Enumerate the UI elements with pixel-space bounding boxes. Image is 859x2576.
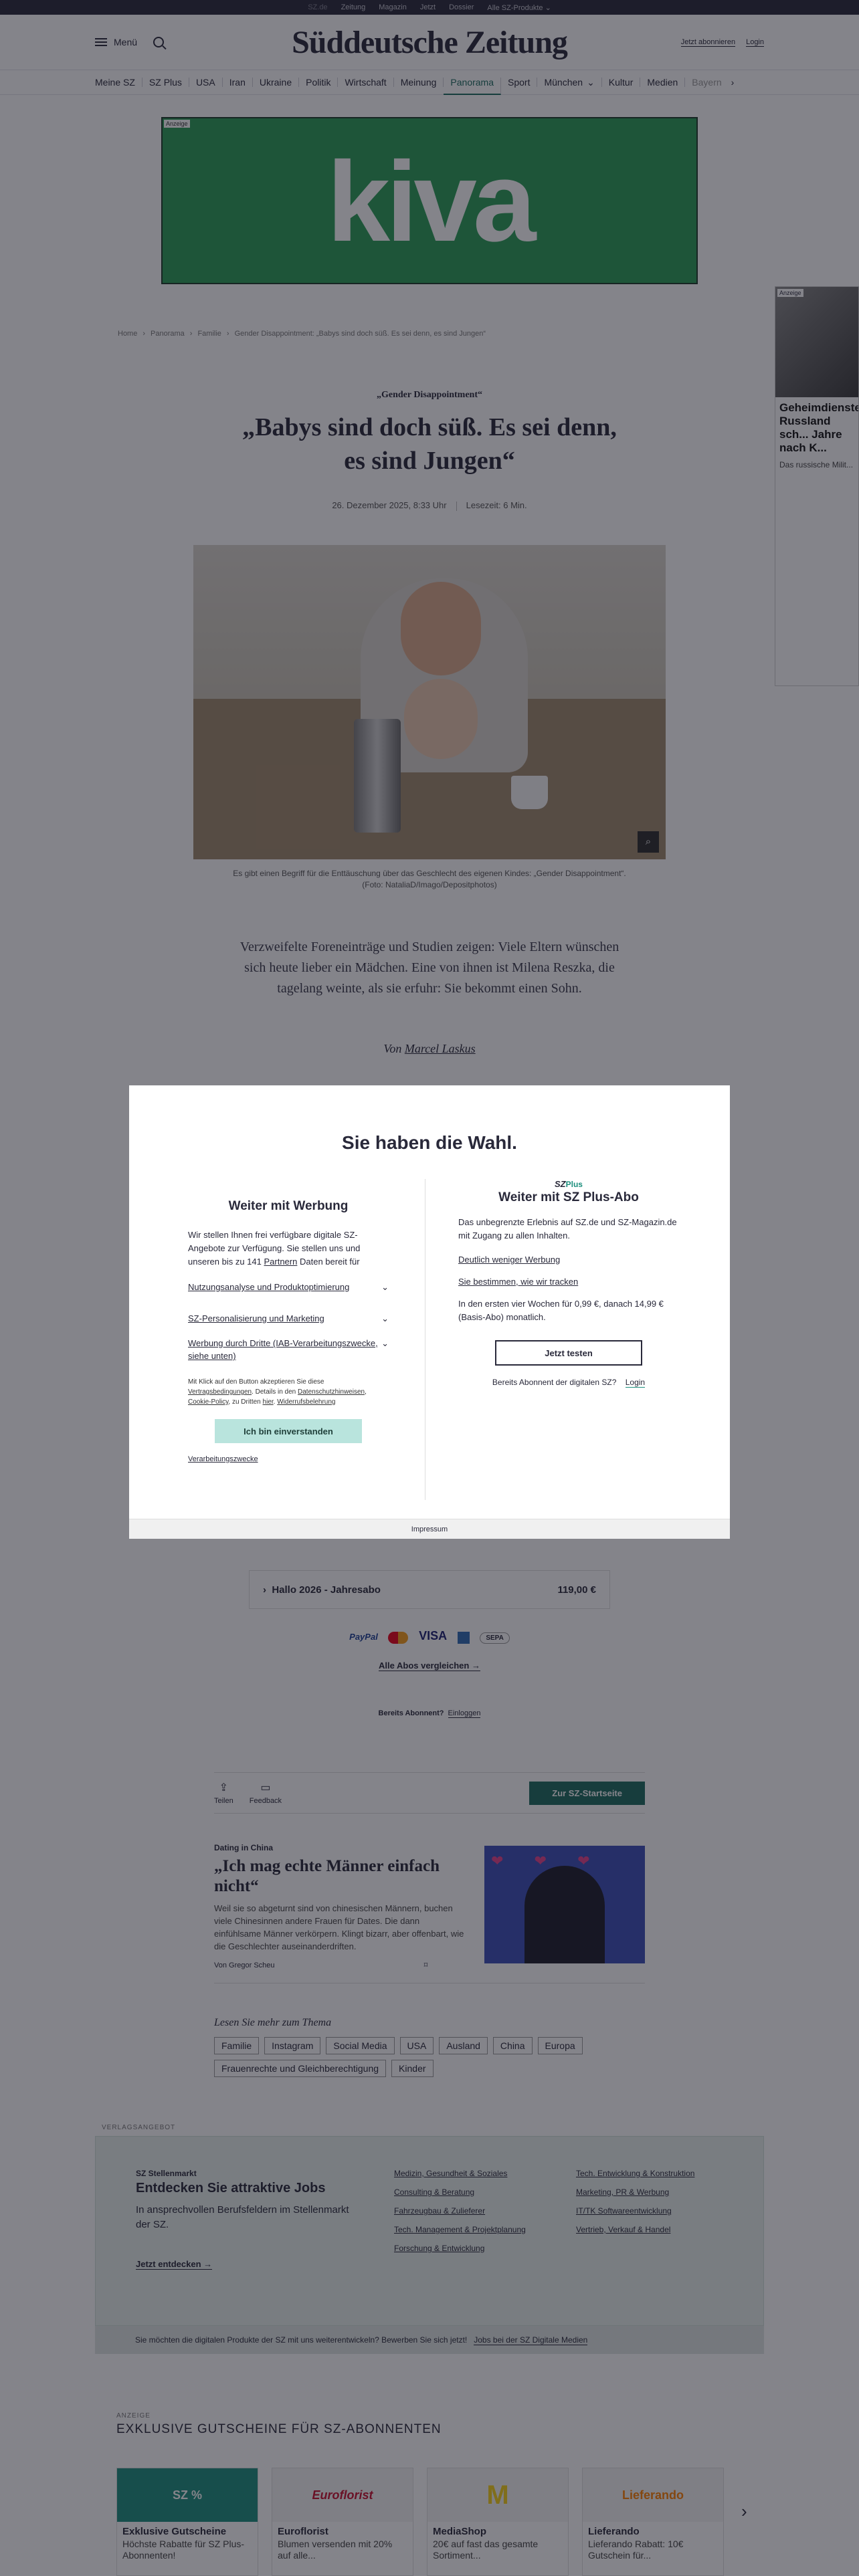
consent-login-row: [458, 1378, 679, 1387]
consent-left-text-b: Daten bereit für: [299, 1257, 360, 1267]
accordion-analytics-label: Nutzungsanalyse und Produktoptimierung: [188, 1282, 350, 1292]
consent-plus-option: [458, 1179, 679, 1387]
legal-text-part: .: [273, 1398, 276, 1406]
consent-legal-text: [188, 1377, 389, 1407]
consent-title: Sie haben die Wahl.: [342, 1132, 517, 1153]
legal-text-part: . Details in den: [252, 1388, 296, 1396]
consent-left-heading: Weiter mit Werbung: [228, 1199, 349, 1213]
tracking-choice-link[interactable]: Sie bestimmen, wie wir tracken: [458, 1277, 579, 1287]
accept-button[interactable]: Ich bin einverstanden: [215, 1419, 362, 1443]
accordion-analytics[interactable]: [188, 1281, 389, 1293]
price-text: In den ersten vier Wochen für 0,99 €, danach 14,99 € (Basis-Abo) monatlich.: [458, 1299, 664, 1322]
consent-ad-option: [188, 1199, 389, 1463]
third-party-link[interactable]: hier: [262, 1398, 274, 1406]
accordion-personalization[interactable]: [188, 1312, 389, 1325]
revocation-link[interactable]: Widerrufsbelehrung: [277, 1398, 336, 1406]
partners-link[interactable]: Partnern: [264, 1257, 298, 1267]
purposes-link[interactable]: Verarbeitungszwecke: [188, 1455, 258, 1463]
privacy-link[interactable]: Datenschutzhinweisen: [298, 1388, 365, 1396]
accordion-third-party[interactable]: [188, 1337, 389, 1362]
consent-right-heading: Weiter mit SZ Plus-Abo: [498, 1190, 639, 1204]
chevron-down-icon: ⌄: [381, 1313, 389, 1323]
sz-plus-word: Plus: [565, 1180, 583, 1189]
consent-left-text-a: Wir stellen Ihnen frei verfügbare digitale SZ-Angebote zur Verfügung. Sie stellen uns und unseren bis zu 141: [188, 1230, 361, 1267]
impressum-link[interactable]: Impressum: [129, 1519, 730, 1539]
accordion-third-party-label: Werbung durch Dritte (IAB-Verarbeitungszwecke, siehe unten): [188, 1338, 378, 1361]
less-ads-link[interactable]: Deutlich weniger Werbung: [458, 1255, 561, 1265]
legal-text-part: , zu Dritten: [228, 1398, 261, 1406]
consent-right-text: Das unbegrenzte Erlebnis auf SZ.de und SZ-Magazin.de mit Zugang zu allen Inhalten.: [458, 1217, 677, 1241]
sz-plus-logo: [458, 1179, 679, 1189]
chevron-down-icon: ⌄: [381, 1338, 389, 1348]
legal-text-part: ,: [365, 1388, 367, 1396]
consent-already-text: Bereits Abonnent der digitalen SZ?: [492, 1378, 617, 1387]
legal-text-part: Mit Klick auf den Button akzeptieren Sie diese: [188, 1378, 324, 1386]
sz-plus-brand: SZ: [555, 1179, 566, 1189]
test-now-button[interactable]: Jetzt testen: [495, 1340, 642, 1366]
cookie-policy-link[interactable]: Cookie-Policy: [188, 1398, 229, 1406]
consent-dialog: [129, 1085, 730, 1539]
consent-left-text: [188, 1228, 389, 1269]
accordion-personalization-label: SZ-Personalisierung und Marketing: [188, 1313, 324, 1323]
chevron-down-icon: ⌄: [381, 1282, 389, 1292]
consent-login-link[interactable]: Login: [625, 1378, 646, 1387]
terms-link[interactable]: Vertragsbedingungen: [188, 1388, 252, 1396]
